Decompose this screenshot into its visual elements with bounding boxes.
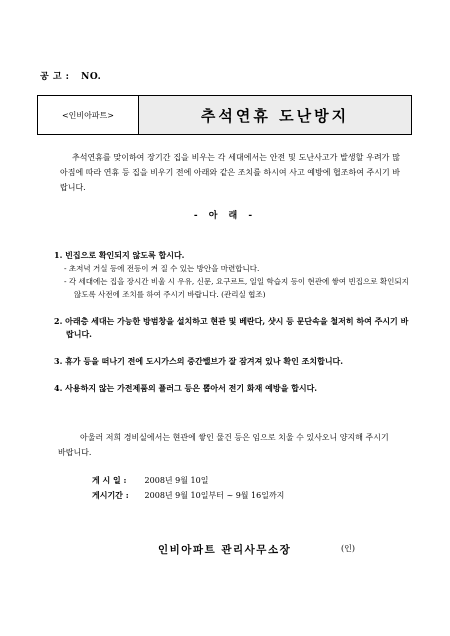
item-1-heading: 1. 빈집으로 확인되지 않도록 합시다.: [54, 250, 185, 260]
seal-mark: (인): [341, 544, 355, 553]
item-4-heading: 4. 사용하지 않는 가전제품의 플러그 등은 뽑아서 전기 화재 예방을 합시다.: [54, 383, 318, 393]
posting-info: [92, 473, 284, 503]
posting-period-label: 게시기간 :: [92, 490, 129, 500]
title-box: [37, 95, 412, 135]
closing-paragraph: 아울러 저희 경비실에서는 현관에 쌓인 물건 등은 임으로 치울 수 있사오니 양지해 주시기 바랍니다.: [58, 433, 389, 457]
posting-date-value: 2008년 9월 10일: [144, 476, 209, 485]
notice-number: [40, 69, 101, 82]
posting-period-row: [92, 488, 284, 503]
posting-date-row: [92, 473, 284, 488]
posting-period-value: 2008년 9월 10일부터 ~ 9월 16일까지: [144, 491, 285, 500]
org-name: <인비아파트>: [61, 110, 115, 120]
notice-label: 공 고 :: [40, 72, 70, 82]
posting-date-label: 게 시 일 :: [92, 475, 127, 485]
item-2-heading: 2. 아래층 세대는 가능한 방범창을 설치하고 현관 및 베란다, 샷시 등 문단속을 철저히 하여 주시기 바랍니다.: [54, 316, 409, 339]
item-3-heading: 3. 휴가 등을 떠나기 전에 도시가스의 중간밸브가 잘 잠겨져 있나 확인 조치합니다.: [54, 356, 344, 366]
item-list: [54, 249, 410, 395]
intro-paragraph: 추석연휴를 맞이하여 장기간 집을 비우는 각 세대에서는 안전 및 도난사고가 발생할 우려가 많아짐에 따라 연휴 등 집을 비우기 전에 아래와 같은 조치를 하시여 사고 예방에 협조하여 주시기 바랍니다.: [60, 153, 400, 192]
notice-number-value: NO.: [81, 72, 102, 82]
section-heading: - 아 래 -: [193, 211, 257, 221]
item-1-sub-2: - 각 세대에는 집을 장시간 비울 시 우유, 신문, 요구르트, 일일 학습지 등이 현관에 쌓여 빈집으로 확인되지 않도록 사전에 조치를 하여 주시기 바랍니다. (관리실 협조): [64, 277, 409, 299]
page-title: 추석연휴 도난방지: [138, 96, 411, 134]
item-1-sub-1: - 초저녁 거실 등에 전등이 켜 질 수 있는 방안을 마련합니다.: [64, 264, 260, 273]
signature: 인비아파트 관리사무소장: [158, 544, 292, 556]
